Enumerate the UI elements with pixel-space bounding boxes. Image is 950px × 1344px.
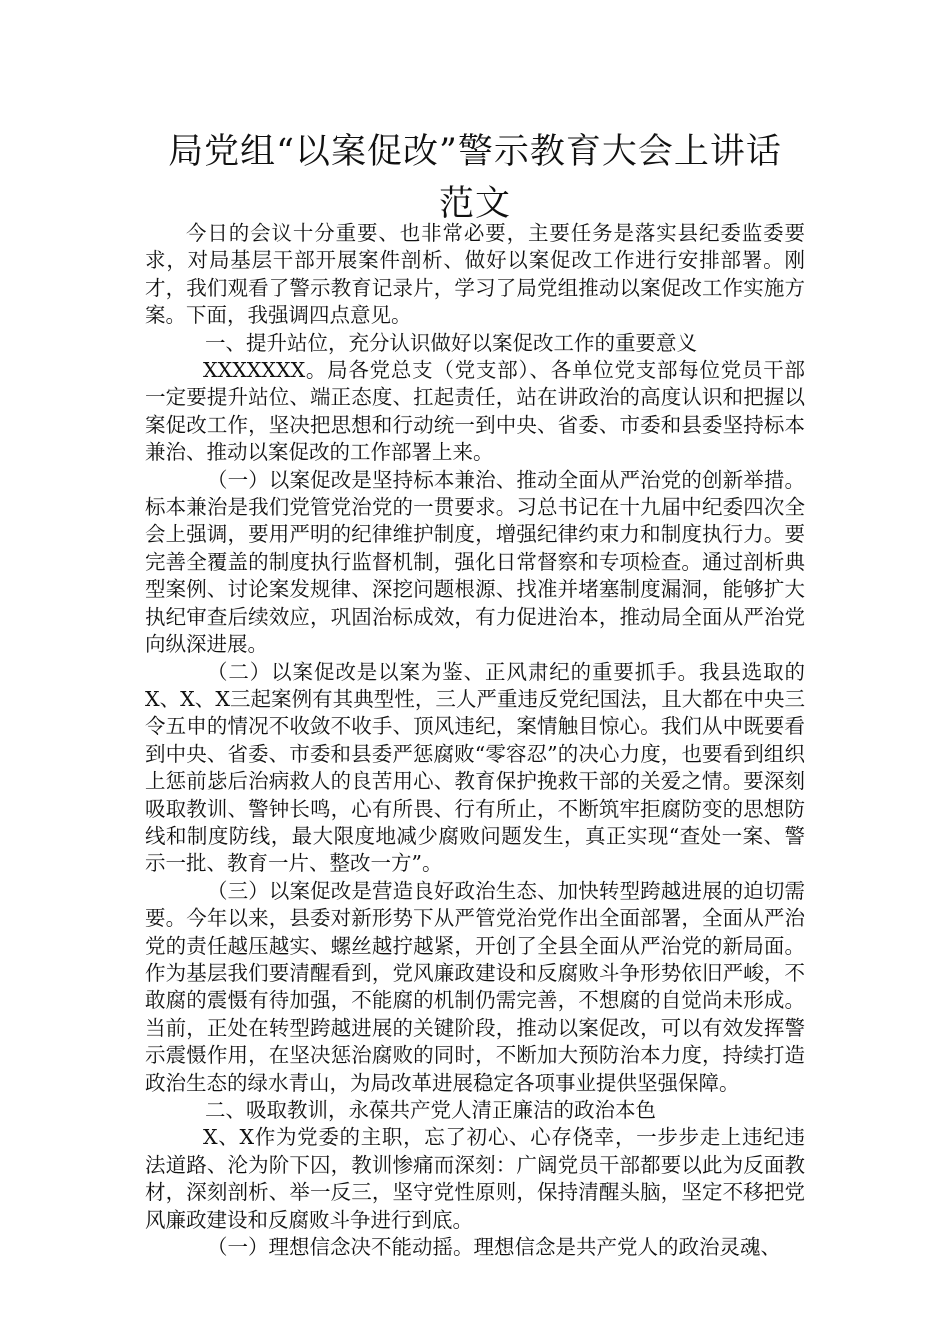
section-heading-1: 一、提升站位，充分认识做好以案促改工作的重要意义: [205, 330, 697, 355]
section-heading-2: 二、吸取教训，永葆共产党人清正廉洁的政治本色: [205, 1098, 656, 1122]
document-title-line1: 局党组“以案促改”警示教育大会上讲话: [168, 132, 782, 172]
paragraph: （三）以案促改是营造良好政治生态、加快转型跨越进展的迫切需要。今年以来，县委对新形势下从严管党治党作出全面部署，全面从严治党的责任越压越实、螺丝越拧越紧，开创了全县全面从严治党的新局面。作为基层我们要清醒看到，党风廉政建设和反腐败斗争形势依旧严峻，不敢腐的震慑有待加强，不能腐的机制仍需完善，不想腐的自觉尚未形成。当前，正处在转型跨越进展的关键阶段，推动以案促改，可以有效发挥警示震慑作用，在坚决惩治腐败的同时，不断加大预防治本力度，持续打造政治生态的绿水青山，为局改革进展稳定各项事业提供坚强保障。: [145, 878, 805, 1095]
paragraph: X、X作为党委的主职，忘了初心、心存侥幸，一步步走上违纪违法道路、沦为阶下囚，教训惨痛而深刻：广阔党员干部都要以此为反面教材，深刻剖析、举一反三，坚守党性原则，保持清醒头脑，坚定不移把党风廉政建设和反腐败斗争进行到底。: [145, 1125, 805, 1232]
paragraph: （二）以案促改是以案为鉴、正风肃纪的重要抓手。我县选取的X、X、X三起案例有其典型性，三人严重违反党纪国法，且大都在中央三令五申的情况不收敛不收手、顶风违纪，案情触目惊心。我们从中既要看到中央、省委、市委和县委严惩腐败“零容忍”的决心力度，也要看到组织上惩前毖后治病救人的良苦用心、教育保护挽救干部的关爱之情。要深刻吸取教训、警钟长鸣，心有所畏、行有所止，不断筑牢拒腐防变的思想防线和制度防线，最大限度地减少腐败问题发生，真正实现“查处一案、警示一批、教育一片、整改一方”。: [145, 659, 805, 876]
paragraph: （一）理想信念决不能动摇。理想信念是共产党人的政治灵魂、: [207, 1235, 781, 1260]
paragraph: （一）以案促改是坚持标本兼治、推动全面从严治党的创新举措。标本兼治是我们党管党治党的一贯要求。习总书记在十九届中纪委四次全会上强调，要用严明的纪律维护制度，增强纪律约束力和制度执行力。要完善全覆盖的制度执行监督机制，强化日常督察和专项检查。通过剖析典型案例、讨论案发规律、深挖问题根源、找准并堵塞制度漏洞，能够扩大执纪审查后续效应，巩固治标成效，有力促进治本，推动局全面从严治党向纵深进展。: [145, 467, 805, 657]
document-title-line2: 范文: [438, 184, 511, 224]
paragraph-intro: 今日的会议十分重要、也非常必要，主要任务是落实县纪委监委要求，对局基层干部开展案件剖析、做好以案促改工作进行安排部署。刚才，我们观看了警示教育记录片，学习了局党组推动以案促改工作实施方案。下面，我强调四点意见。: [145, 221, 805, 328]
paragraph: XXXXXXX。局各党总支（党支部）、各单位党支部每位党员干部一定要提升站位、端正态度、扛起责任，站在讲政治的高度认识和把握以案促改工作，坚决把思想和行动统一到中央、省委、市委和县委坚持标本兼治、推动以案促改的工作部署上来。: [145, 358, 805, 465]
document-body: [145, 220, 805, 1261]
